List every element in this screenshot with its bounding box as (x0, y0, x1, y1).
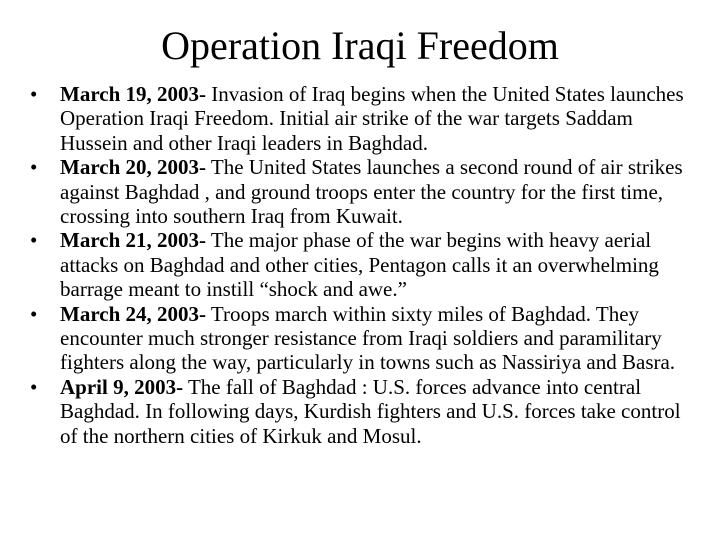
bullet-text: The major phase of the war begins with heavy aerial attacks on Baghdad and other cities, Pentagon calls it an overwhelming barrage meant to instill “shock and awe.” (60, 228, 659, 302)
bullet-item (30, 375, 690, 448)
bullet-text: Invasion of Iraq begins when the United States launches Operation Iraqi Freedom. Initial air strike of the war targets Saddam Hussein and other Iraqi leaders in Baghdad. (60, 82, 684, 155)
bullet-list (30, 82, 690, 448)
bullet-marker-icon: • (30, 301, 38, 326)
bullet-date: March 19, 2003- (60, 82, 207, 106)
slide-title: Operation Iraqi Freedom (161, 23, 559, 68)
bullet-item (30, 155, 690, 228)
bullet-marker-icon: • (30, 228, 38, 253)
bullet-date: March 20, 2003- (60, 155, 207, 180)
bullet-text: Troops march within sixty miles of Baghdad. They encounter much stronger resistance from Iraqi soldiers and paramilitary fighters along the way, particularly in towns such as Nassiriya and Basra. (60, 301, 676, 375)
bullet-marker-icon: • (30, 155, 38, 180)
bullet-date: March 21, 2003- (60, 228, 207, 253)
bullet-date: April 9, 2003- (60, 374, 184, 399)
bullet-item (30, 228, 690, 301)
bullet-item (30, 302, 690, 375)
bullet-date: March 24, 2003- (60, 301, 207, 326)
bullet-marker-icon: • (30, 82, 38, 106)
bullet-marker-icon: • (30, 374, 38, 399)
bullet-text: The United States launches a second round of air strikes against Baghdad , and ground troops enter the country for the first time, crossing into southern Iraq from Kuwait. (60, 155, 683, 229)
bullet-item (30, 82, 690, 155)
bullet-text: The fall of Baghdad : U.S. forces advance into central Baghdad. In following days, Kurdish fighters and U.S. forces take control of the northern cities of Kirkuk and Mosul. (60, 374, 681, 448)
